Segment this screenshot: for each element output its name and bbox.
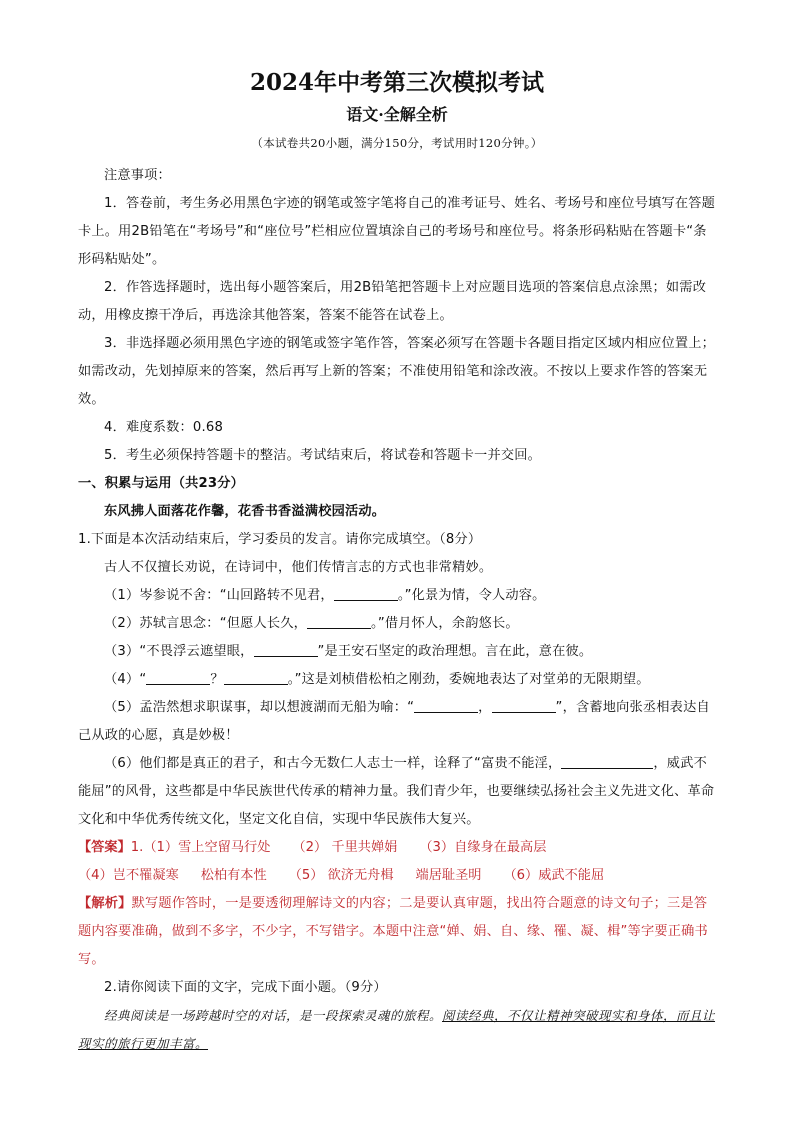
page-subtitle: 语文·全解全析 <box>346 105 448 124</box>
analysis <box>78 890 716 974</box>
answer-5a: （5） 欲济无舟楫 <box>288 868 394 883</box>
q1-item-4 <box>78 666 716 694</box>
section-heading: 一、积累与运用（共23分） <box>78 476 245 491</box>
answer-line-2 <box>78 862 716 890</box>
question-1-stem: 1.下面是本次活动结束后，学习委员的发言。请你完成填空。（8分） <box>78 532 482 547</box>
q1-item-5 <box>78 694 716 750</box>
q1-item-4-after: 。”这是刘桢借松柏之刚劲，委婉地表达了对堂弟的无限期望。 <box>287 672 650 687</box>
q1-item-3 <box>78 638 716 666</box>
answer-label: 【答案】 <box>78 840 131 855</box>
notice-heading: 注意事项： <box>104 168 171 183</box>
passage-sentence-2: 阅读经典，不仅让精神突破现实和身体，而且让现实的旅行更加丰富。 <box>78 1008 716 1051</box>
notice-item-4: 4．难度系数：0.68 <box>104 420 224 435</box>
notice-item-1: 1．答卷前，考生务必用黑色字迹的钢笔或签字笔将自己的准考证号、姓名、考场号和座位号填写在答题卡上。用2B铅笔在“考场号”和“座位号”栏相应位置填涂自己的考场号和座位号。将条形码粘贴在答题卡“条形码粘贴处”。 <box>78 196 716 267</box>
q1-item-2-after: 。”借月怀人，余韵悠长。 <box>371 616 519 631</box>
activity-theme: 东风拂人面落花作馨，花香书香溢满校园活动。 <box>104 504 386 519</box>
page-title: 2024年中考第三次模拟考试 <box>249 69 544 96</box>
analysis-text: 默写题作答时，一是要透彻理解诗文的内容；二是要认真审题，找出符合题意的诗文句子；三是答题内容要准确，做到不多字，不少字，不写错字。本题中注意“婵、娟、自、缘、罹、凝、楫”等字要正确书写。 <box>78 896 708 967</box>
q1-item-4-before: （4）“ <box>104 672 147 687</box>
notice-item-3: 3．非选择题必须用黑色字迹的钢笔或签字笔作答，答案必须写在答题卡各题目指定区域内相应位置上；如需改动，先划掉原来的答案，然后再写上新的答案；不准使用铅笔和涂改液。不按以上要求作答的答案无效。 <box>78 336 716 407</box>
notice-item-2: 2．作答选择题时，选出每小题答案后，用2B铅笔把答题卡上对应题目选项的答案信息点涂黑；如需改动，用橡皮擦干净后，再选涂其他答案，答案不能答在试卷上。 <box>78 280 707 323</box>
question-2-stem: 2.请你阅读下面的文字，完成下面小题。（9分） <box>104 980 387 995</box>
q1-item-5-before: （5）孟浩然想求职谋事，却以想渡湖而无船为喻：“ <box>104 700 415 715</box>
answer-line-1 <box>78 834 716 862</box>
q1-item-5-after: ”，含蓄地向张丞相表达自己从政的心愿，真是妙极！ <box>78 700 710 743</box>
answer-4a: （4）岂不罹凝寒 <box>78 868 179 883</box>
analysis-label: 【解析】 <box>78 896 132 911</box>
answer-blank[interactable] <box>414 698 478 713</box>
q1-item-6-after: ，威武不能屈”的风骨，这些都是中华民族世代传承的精神力量。我们青少年，也要继续弘扬社会主义先进文化、革命文化和中华优秀传统文化，坚定文化自信，实现中华民族伟大复兴。 <box>78 756 715 827</box>
q1-item-5-mid: ， <box>478 700 492 715</box>
passage-sentence-1: 经典阅读是一场跨越时空的对话，是一段探索灵魂的旅程。 <box>104 1008 443 1023</box>
q1-item-3-after: ”是王安石坚定的政治理想。言在此，意在彼。 <box>317 644 593 659</box>
answer-blank[interactable] <box>146 670 210 685</box>
answer-3: （3）自缘身在最高层 <box>419 840 547 855</box>
q1-item-2 <box>78 610 716 638</box>
q1-item-6-before: （6）他们都是真正的君子，和古今无数仁人志士一样，诠释了“富贵不能淫， <box>104 756 562 771</box>
answer-blank[interactable] <box>561 754 653 769</box>
answer-2: （2） 千里共婵娟 <box>292 840 398 855</box>
exam-note: （本试卷共20小题，满分150分，考试用时120分钟。） <box>251 136 543 150</box>
answer-blank[interactable] <box>334 586 398 601</box>
answer-6: （6）威武不能屈 <box>503 868 605 883</box>
answer-4b: 松柏有本性 <box>200 868 267 883</box>
q1-item-1-before: （1）岑参说不舍：“山回路转不见君， <box>104 588 334 603</box>
answer-blank[interactable] <box>224 670 288 685</box>
answer-blank[interactable] <box>492 698 556 713</box>
q1-item-1 <box>78 582 716 610</box>
q1-item-6 <box>78 750 716 834</box>
answer-5b: 端居耻圣明 <box>415 868 482 883</box>
q1-item-4-mid: ？ <box>210 672 224 687</box>
q1-item-1-after: 。”化景为情，令人动容。 <box>397 588 546 603</box>
answer-blank[interactable] <box>307 614 371 629</box>
notice-item-5: 5．考生必须保持答题卡的整洁。考试结束后，将试卷和答题卡一并交回。 <box>104 448 541 463</box>
q1-item-3-before: （3）“不畏浮云遮望眼， <box>104 644 254 659</box>
q1-item-2-before: （2）苏轼言思念：“但愿人长久， <box>104 616 308 631</box>
answer-1: 1.（1）雪上空留马行处 <box>130 840 271 855</box>
reading-passage <box>78 1002 716 1058</box>
question-1-intro: 古人不仅擅长劝说，在诗词中，他们传情言志的方式也非常精妙。 <box>104 560 493 575</box>
answer-blank[interactable] <box>254 642 318 657</box>
